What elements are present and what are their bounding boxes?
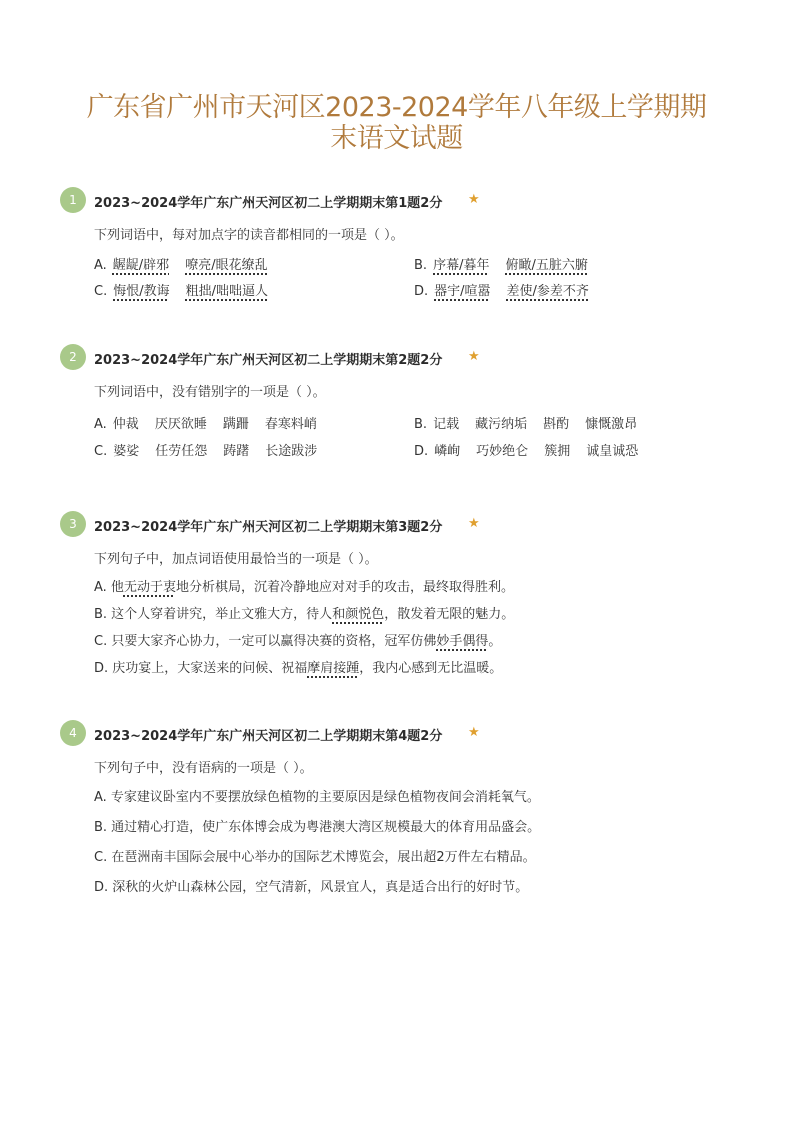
option-d: D. 深秋的火炉山森林公园，空气清新，风景宜人，真是适合出行的好时节。 (94, 880, 529, 895)
question-stem: 下列词语中，没有错别字的一项是（ ）。 (94, 385, 326, 400)
star-icon: ★ (468, 516, 480, 531)
option-a: A. 仲裁 厌厌欲睡 蹒跚 春寒料峭 (94, 417, 317, 432)
question-header (60, 344, 760, 370)
star-icon: ★ (468, 349, 480, 364)
question-source: 2023~2024学年广东广州天河区初二上学期期末第4题2分 (94, 729, 443, 744)
title-line-1: 广东省广州市天河区2023-2024学年八年级上学期期 (86, 92, 707, 123)
option-d: D. 器宇/喧嚣 差使/参差不齐 (414, 284, 589, 299)
option-d: D. 庆功宴上，大家送来的问候、祝福摩肩接踵，我内心感到无比温暖。 (94, 661, 503, 676)
option-a: A. 他无动于衷地分析棋局，沉着冷静地应对对手的攻击，最终取得胜利。 (94, 580, 514, 595)
question-number-badge: 4 (60, 720, 86, 746)
question-number-badge: 2 (60, 344, 86, 370)
question-stem: 下列句子中，加点词语使用最恰当的一项是（ ）。 (94, 552, 378, 567)
question-4 (60, 720, 760, 895)
option-b: B. 序幕/暮年 俯瞰/五脏六腑 (414, 258, 588, 273)
document-title (0, 92, 793, 154)
option-c: C. 只要大家齐心协力，一定可以赢得决赛的资格，冠军仿佛妙手偶得。 (94, 634, 502, 649)
option-b: B. 通过精心打造，使广东体博会成为粤港澳大湾区规模最大的体育用品盛会。 (94, 820, 541, 835)
option-a: A. 专家建议卧室内不要摆放绿色植物的主要原因是绿色植物夜间会消耗氧气。 (94, 790, 540, 805)
question-number-badge: 3 (60, 511, 86, 537)
question-stem: 下列词语中，每对加点字的读音都相同的一项是（ ）。 (94, 228, 404, 243)
question-number-badge: 1 (60, 187, 86, 213)
star-icon: ★ (468, 192, 480, 207)
question-source: 2023~2024学年广东广州天河区初二上学期期末第1题2分 (94, 196, 443, 211)
question-header (60, 720, 760, 746)
question-2 (60, 344, 760, 459)
question-3 (60, 511, 760, 676)
question-1 (60, 187, 760, 299)
question-header (60, 187, 760, 213)
question-source: 2023~2024学年广东广州天河区初二上学期期末第2题2分 (94, 353, 443, 368)
title-line-2: 末语文试题 (330, 123, 463, 154)
question-source: 2023~2024学年广东广州天河区初二上学期期末第3题2分 (94, 520, 443, 535)
option-c: C. 婆娑 任劳任怨 踌躇 长途跋涉 (94, 444, 318, 459)
option-c: C. 在琶洲南丰国际会展中心举办的国际艺术博览会，展出超2万件左右精品。 (94, 850, 536, 865)
option-c: C. 悔恨/教诲 粗拙/咄咄逼人 (94, 284, 268, 299)
star-icon: ★ (468, 725, 480, 740)
option-a: A. 龌龊/辟邪 嘹亮/眼花缭乱 (94, 258, 268, 273)
question-header (60, 511, 760, 537)
option-b: B. 记载 藏污纳垢 斟酌 慷慨激昂 (414, 417, 638, 432)
option-b: B. 这个人穿着讲究，举止文雅大方，待人和颜悦色，散发着无限的魅力。 (94, 607, 515, 622)
question-stem: 下列句子中，没有语病的一项是（ ）。 (94, 761, 313, 776)
option-d: D. 嶙峋 巧妙绝仑 簇拥 诚皇诚恐 (414, 444, 639, 459)
